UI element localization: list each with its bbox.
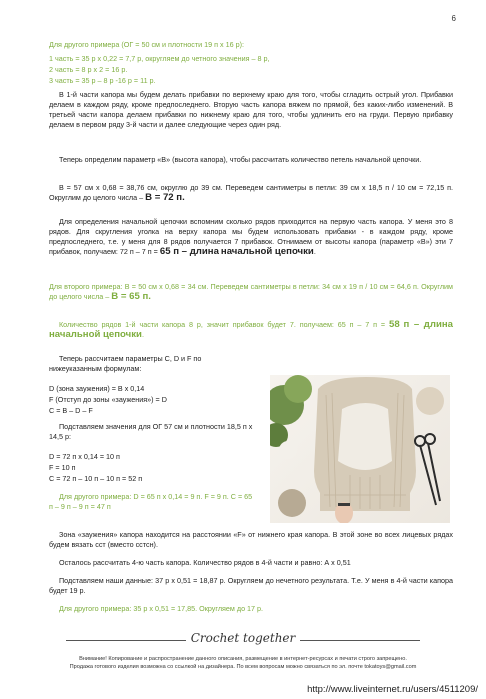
chain-end: . [313, 247, 316, 256]
paragraph-example2-chain [49, 320, 453, 340]
result-f: F = 10 п [49, 463, 76, 472]
part3-line: 3 часть = 35 р – 8 р -16 р = 11 р. [49, 76, 156, 85]
formula-d: D (зона заужения) = В х 0,14 [49, 384, 145, 393]
paragraph-height-calc [49, 183, 453, 203]
paragraph-part4-example2: Для другого примера: 35 р х 0,51 = 17,85. Округляем до 17 р. [59, 604, 264, 613]
part1-line: 1 часть = 35 р х 0,22 = 7,7 р, округляем до четного значения – 8 р, [49, 54, 270, 63]
chain-result-2: начальной цепочки [220, 246, 314, 257]
source-url: http://www.liveinternet.ru/users/4511209/ [307, 684, 478, 695]
example2-title: Для другого примера (ОГ = 50 см и плотности 19 п х 16 р): [49, 40, 245, 49]
paragraph-part4: Осталось рассчитать 4-ю часть капора. Количество рядов в 4-й части и равно: А х 0,51 [59, 558, 351, 567]
page-number: 6 [451, 14, 456, 23]
result-c: C = 72 п – 10 п – 10 п = 52 п [49, 474, 143, 483]
result-d: D = 72 п х 0,14 = 10 п [49, 452, 120, 461]
chain-result-1: 65 п – длина [159, 246, 219, 257]
balaclava-photo [270, 375, 450, 523]
example2-chain-result-1: 58 [389, 319, 400, 330]
formula-f: F (Отступ до зоны «заужения») = D [49, 395, 167, 404]
chain-text: Для определения начальной цепочки вспомним сколько рядов приходится на первую часть капора. У меня это 8 рядов. Для скругления уголка на верху капора мы будем использовать прибавки - в каждом ряду, кроме предпоследнего, т.е. у меня для 8 рядов получается 7 прибавок. Отнимаем от высоты капора (параметр «В») эти 7 прибавок, получаем: 72 п – 7 п = [49, 217, 453, 256]
params-substitution: Подставляем значения для ОГ 57 см и плотности 18,5 п х 14,5 р: [49, 422, 253, 441]
params-intro: Теперь рассчитаем параметры С, D и F по нижеуказанным формулам: [49, 354, 202, 373]
formula-c: C = B – D – F [49, 406, 93, 415]
paragraph-example2-height [49, 282, 453, 302]
paragraph-chain [49, 217, 453, 257]
paragraph-height-intro: Теперь определим параметр «В» (высота капора), чтобы рассчитать количество петель начальной цепочки. [59, 155, 422, 164]
example2-height-result: В = 65 п. [111, 291, 151, 302]
height-calc-text: В = 57 см х 0,68 = 38,76 см, округлю до 39 см. Переведем сантиметры в петли: 39 см х 18,5 п / 10 см = 72,15 п. Округлим до целого числа – [49, 183, 453, 202]
part2-line: 2 часть = 8 р х 2 = 16 р. [49, 65, 128, 74]
example2-chain-result-2: п – длина начальной цепочки [49, 319, 453, 340]
example2-chain-end: . [141, 330, 144, 339]
example2-height-text: Для второго примера: В = 50 см х 0,68 = 34 см. Переведем сантиметры в петли: 34 см х 19 п / 10 см = 64,6 п. Округлим до целого числа – [49, 282, 453, 301]
footer-sale-note: Продажа готового изделия возможна со ссылкой на дизайнера. По всем вопросам можно связаться по эл. почте tokatoys@gmail.com [69, 664, 417, 670]
params-example2: Для другого примера: D = 65 п х 0,14 = 9 п. F = 9 п. С = 65 п – 9 п – 9 п = 47 п [49, 492, 253, 511]
height-result: В = 72 п. [145, 192, 185, 203]
paragraph-narrowing-zone: Зона «заужения» капора находится на расстоянии «F» от нижнего края капора. В этой зоне во всех лицевых рядах будем вязать сст (вместо сстсн). [49, 530, 453, 549]
footer-logo: Crochet together [190, 631, 296, 645]
footer-warning: Внимание! Копирование и распространение данного описания, размещение в интернет-ресурсах и печати строго запрещено. [79, 656, 407, 662]
paragraph-increases: В 1-й части капора мы будем делать прибавки по верхнему краю для того, чтобы сгладить острый угол. Прибавки делаем в каждом ряду, кроме предпоследнего. Вторую часть капора вяжем по прямой, без каких-либо изменений. В третьей части капора делаем прибавки по нижнему краю для того, чтобы удлинить его на груди. Первую прибавку делаем в первом ряду 3-й части и далее следующие через один ряд. [49, 90, 453, 129]
paragraph-part4-calc: Подставляем наши данные: 37 р х 0,51 = 18,87 р. Округляем до нечетного результата. Т.е. У меня в 4-й части капора будет 19 р. [49, 576, 453, 595]
example2-chain-text: Количество рядов 1-й части капора 8 р, значит прибавок будет 7. получаем: 65 п – 7 п = [59, 320, 386, 329]
